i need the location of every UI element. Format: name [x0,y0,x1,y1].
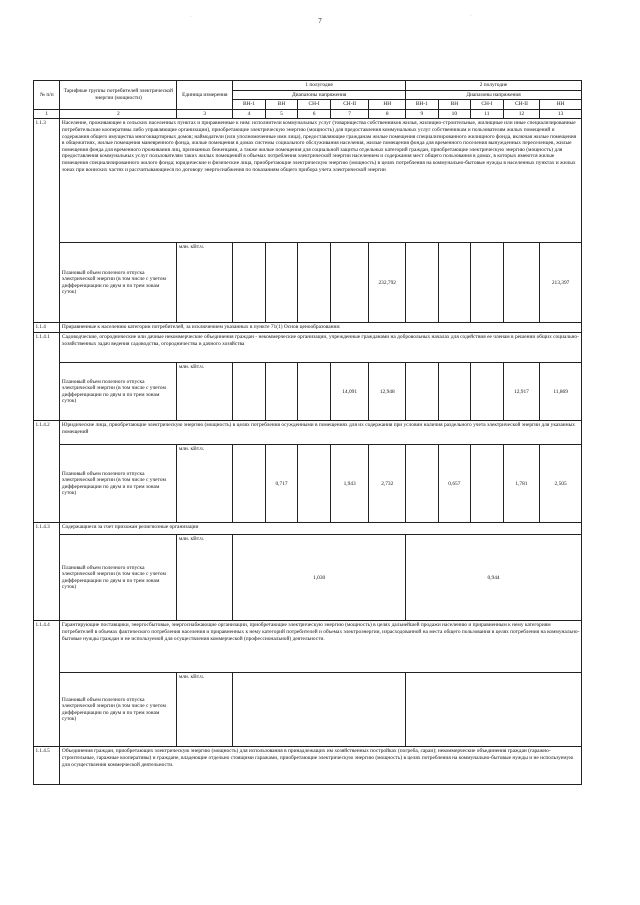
value-cell [265,363,298,421]
level-header: НН [369,100,406,110]
value-cell: 1,781 [503,445,540,523]
plan-volume-label: Плановый объем полезного отпуска электрической энергии (в том числе с учетом дифференциации по двум и по трем зонам суток) [60,445,177,523]
plan-volume-label: Плановый объем полезного отпуска электрической энергии (в том числе с учетом дифференциации по двум и по трем зонам суток) [60,363,177,421]
level-header: НН [540,100,582,110]
value-cell [438,243,471,323]
value-cell: 2,732 [369,445,406,523]
value-cell: 0,717 [265,445,298,523]
unit-cell: млн. кВт.ч. [177,535,233,621]
value-cell [233,243,266,323]
section-number: 1.1.4.2 [34,421,60,523]
value-cell [471,243,504,323]
scan-artifact: · [190,14,192,20]
plan-volume-label: Плановый объем полезного отпуска электрической энергии (в том числе с учетом дифференциации по двум и по трем зонам суток) [60,243,177,323]
value-cell [298,363,331,421]
page-number: 7 [318,17,322,25]
level-header: ВН [438,100,471,110]
column-number: 11 [471,109,504,119]
value-cell [406,445,439,523]
value-cell [298,243,331,323]
value-cell [503,243,540,323]
value-cell [233,445,266,523]
value-cell: 2,505 [540,445,582,523]
level-header: СН-I [298,100,331,110]
value-cell [471,363,504,421]
value-cell [233,363,266,421]
merged-value-half1 [233,673,406,747]
column-number: 1 [34,109,60,119]
section-description: Юридические лица, приобретающие электрическую энергию (мощность) в целях потребления осужденными в помещениях для их содержания при условии наличия раздельного учета электрической энергии для указанных помещений [60,421,582,445]
section-description: Гарантирующие поставщики, энергосбытовые, энергоснабжающие организации, приобретающие электрическую энергию (мощность) в целях дальнейшей продажи населению и приравненным к нему категориям потребителей в объемах фактического потребления населения и приравненных к нему категорий потребителей и объемах электроэнергии, израсходованной на места общего пользования в целях потребления на коммунально-бытовые нужды граждан и не используемой для осуществления коммерческой (профессиональной) деятельности. [60,621,582,673]
scan-artifact: · [470,13,472,19]
value-cell: 0,657 [438,445,471,523]
column-number: 2 [60,109,177,119]
value-cell [406,363,439,421]
merged-value-half2 [406,673,582,747]
value-cell [265,243,298,323]
value-cell [438,363,471,421]
column-number: 3 [177,109,233,119]
value-cell [330,243,369,323]
value-cell: 14,091 [330,363,369,421]
section-number: 1.1.4.4 [34,621,60,747]
header-ranges1: Диапазоны напряжения [233,90,406,100]
column-number: 4 [233,109,266,119]
tariff-table [33,80,582,785]
section-description: Приравненные к населению категории потребителей, за исключением указанных в пункте 71(1) Основ ценообразования: [60,323,582,333]
unit-cell: млн. кВт.ч. [177,243,233,323]
plan-volume-label: Плановый объем полезного отпуска электрической энергии (в том числе с учетом дифференциации по двум и по трем зонам суток) [60,535,177,621]
level-header: ВН-1 [406,100,439,110]
header-ranges2: Диапазоны напряжения [406,90,582,100]
section-description: Объединения граждан, приобретающих электрическую энергию (мощность) для использования в принадлежащих им хозяйственных постройках (погреба, сараи); некоммерческие объединения граждан (гаражно-строительные, гаражные кооперативы) и граждане, владеющие отдельно стоящими гаражами, приобретающие электрическую энергию (мощность) в целях потребления на коммунально-бытовые нужды и не используемую для осуществления коммерческой деятельности. [60,747,582,785]
column-number: 7 [330,109,369,119]
section-number: 1.1.3 [34,119,60,323]
value-cell: 12,917 [503,363,540,421]
section-description: Садоводческие, огороднические или дачные некоммерческие объединения граждан - некоммерческие организации, учрежденные гражданами на добровольных началах для содействия ее членам в решении общих социально-хозяйственных задач ведения садоводства, огородничества и дачного хозяйства [60,333,582,363]
value-cell: 1,943 [330,445,369,523]
level-header: ВН [265,100,298,110]
column-number: 13 [540,109,582,119]
unit-cell: млн. кВт.ч. [177,363,233,421]
level-header: СН-I [471,100,504,110]
column-number: 9 [406,109,439,119]
column-number: 8 [369,109,406,119]
header-unit: Единица измерения [177,81,233,110]
header-group: Тарифные группы потребителей электрической энергии (мощности) [60,81,177,110]
merged-value-half2: 0,944 [406,535,582,621]
header-half1: 1 полугодие [233,81,406,91]
column-number: 6 [298,109,331,119]
column-number: 5 [265,109,298,119]
section-number: 1.1.4 [34,323,60,333]
header-half2: 2 полугодие [406,81,582,91]
value-cell: 232,792 [369,243,406,323]
level-header: ВН-1 [233,100,266,110]
value-cell [471,445,504,523]
section-description: Население, проживающее в сельских населенных пунктах и приравненные к ним: исполнители коммунальных услуг (товарищества собственников жилья, жилищно-строительные, жилищные или иные специализированные потребительские кооперативы либо управляющие организации), приобретающие электрическую энергию (мощность) для предоставления коммунальных услуг собственникам и пользователям жилых помещений и содержания общего имущества многоквартирных домов; наймодатели (или уполномоченные ими лица), предоставляющие гражданам жилые помещения специализированного жилищного фонда, включая жилые помещения в общежитиях, жилые помещения маневренного фонда, жилые помещения в домах системы социального обслуживания населения, жилые помещения фонда для временного поселения вынужденных переселенцев, жилые помещения фонда для временного проживания лиц, признанных беженцами, а также жилые помещения для социальной защиты отдельных категорий граждан, приобретающие электрическую энергию (мощность) для предоставления коммунальных услуг пользователям таких жилых помещений в объемах потребления электрической энергии населением и содержания мест общего пользования в домах, в которых имеются жилые помещения специализированного жилого фонда; юридические и физические лица, приобретающие электрическую энергию (мощность) в целях потребления на коммунально-бытовые нужды в населенных пунктах и жилых зонах при воинских частях и рассчитывающиеся по договору энергоснабжения по показаниям общего прибора учета электрической энергии [60,119,582,243]
section-number: 1.1.4.5 [34,747,60,785]
plan-volume-label: Плановый объем полезного отпуска электрической энергии (в том числе с учетом дифференциации по двум и по трем зонам суток) [60,673,177,747]
column-number: 10 [438,109,471,119]
level-header: СН-II [503,100,540,110]
header-num: № п/п [34,81,60,110]
unit-cell: млн. кВт.ч. [177,673,233,747]
value-cell [298,445,331,523]
section-number: 1.1.4.3 [34,523,60,621]
level-header: СН-II [330,100,369,110]
value-cell: 11,869 [540,363,582,421]
value-cell: 12,948 [369,363,406,421]
section-number: 1.1.4.1 [34,333,60,421]
section-description: Содержащиеся за счет прихожан религиозные организации [60,523,582,535]
value-cell [406,243,439,323]
merged-value-half1: 1,030 [233,535,406,621]
column-number: 12 [503,109,540,119]
value-cell: 213,397 [540,243,582,323]
unit-cell: млн. кВт.ч. [177,445,233,523]
